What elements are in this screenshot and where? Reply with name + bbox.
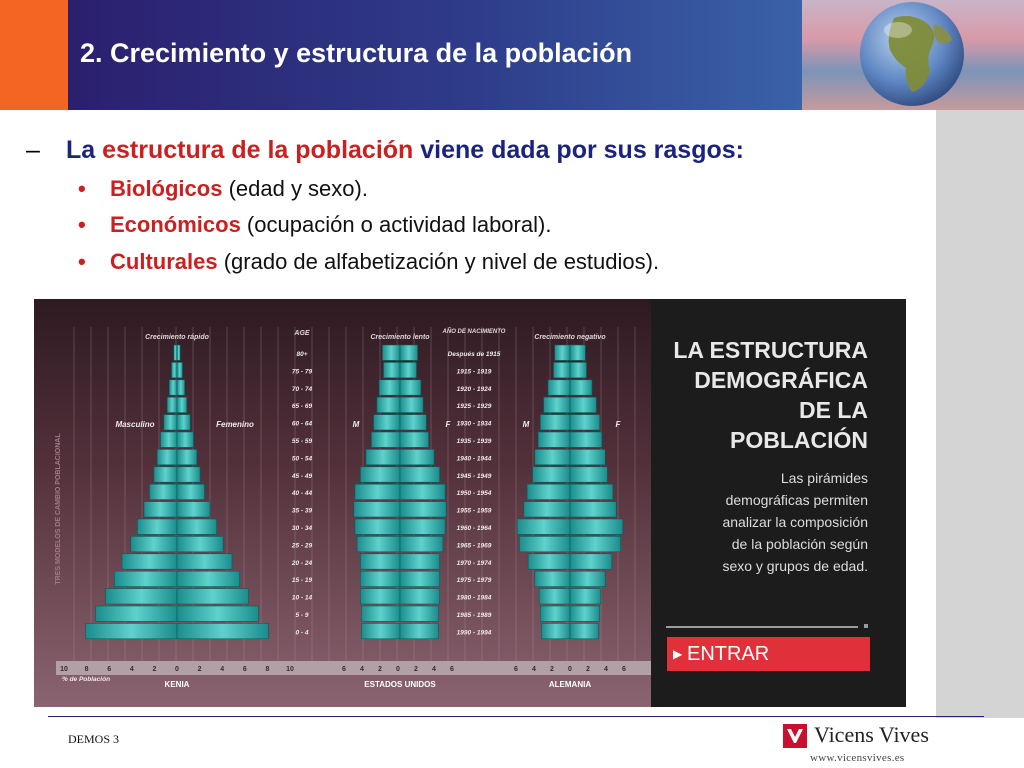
age-label: 80+ xyxy=(296,351,308,358)
x-axis-tick: 4 xyxy=(360,666,364,673)
pyramid-bar-male xyxy=(144,502,177,517)
pyramid-bar-male xyxy=(555,345,570,360)
x-axis-tick: 8 xyxy=(84,666,89,673)
pyramid-bar-female xyxy=(570,571,605,586)
sub-bullet-term: Económicos xyxy=(110,212,241,237)
pyramid-bar-female xyxy=(177,397,187,412)
birth-year-label: 1925 - 1929 xyxy=(456,403,492,411)
pyramid-bar-male xyxy=(355,484,400,499)
pyramid-bar-female xyxy=(177,362,183,377)
globe-image xyxy=(802,0,1024,110)
birth-year-label: 1965 - 1969 xyxy=(456,542,492,550)
pyramid-bar-male xyxy=(384,362,401,377)
birth-year-label: 1930 - 1934 xyxy=(456,420,492,428)
pyramid-bar-male xyxy=(371,432,400,447)
pyramid-bar-male xyxy=(355,519,400,534)
birth-year-label: 1915 - 1919 xyxy=(456,368,492,376)
pyramid-bar-male xyxy=(157,449,177,464)
divider-dot xyxy=(864,624,868,628)
main-bullet-end: viene dada por sus rasgos: xyxy=(413,136,744,164)
vertical-axis-label: TRES MODELOS DE CAMBIO POBLACIONAL xyxy=(55,433,62,585)
x-axis-tick: 6 xyxy=(342,666,346,673)
age-label: 75 - 79 xyxy=(291,368,313,376)
sub-bullet-term: Culturales xyxy=(110,249,218,274)
pyramid-bar-female xyxy=(177,415,190,430)
pyramid-bar-male xyxy=(122,554,177,569)
age-label: 0 - 4 xyxy=(295,629,309,637)
pyramid-bar-male xyxy=(172,362,178,377)
pyramid-bar-male xyxy=(161,432,178,447)
x-axis-tick: 4 xyxy=(220,666,225,673)
pyramid-bar-female xyxy=(400,589,440,604)
pyramid-bar-female xyxy=(570,432,602,447)
x-axis-tick: 6 xyxy=(514,666,518,673)
age-label: 10 - 14 xyxy=(291,594,313,602)
pyramid-bar-male xyxy=(533,467,570,482)
pyramid-bar-male xyxy=(360,554,400,569)
age-label: 20 - 24 xyxy=(291,559,313,567)
pyramid-bar-male xyxy=(366,449,400,464)
right-gray-strip xyxy=(936,110,1024,718)
pyramid-bar-male xyxy=(106,589,178,604)
pyramid-bar-male xyxy=(527,484,570,499)
pyramid-bar-female xyxy=(177,589,249,604)
bullet-dot: • xyxy=(78,249,86,274)
pyramid-bar-male xyxy=(535,449,570,464)
x-axis-tick: 0 xyxy=(568,666,572,673)
pyramid-female-label: F xyxy=(445,420,451,429)
vicens-vives-logo-icon xyxy=(783,724,807,748)
pyramid-bar-female xyxy=(400,623,439,638)
age-label: 65 - 69 xyxy=(291,403,313,411)
pyramid-bar-female xyxy=(570,467,607,482)
side-panel-description: Las pirámides demográficas permiten analizar la composición de la población según sexo y grupos de edad. xyxy=(722,470,868,574)
pyramid-female-label: Femenino xyxy=(216,420,254,429)
bullet-dot: • xyxy=(78,212,86,237)
pyramid-bar-male xyxy=(360,467,400,482)
population-pyramids xyxy=(34,299,651,707)
pyramid-bar-female xyxy=(570,449,605,464)
pyramid-country-label: ESTADOS UNIDOS xyxy=(364,680,436,689)
age-label: 35 - 39 xyxy=(291,507,313,515)
play-arrow-icon: ▶ xyxy=(673,647,683,661)
pyramid-bar-male xyxy=(535,571,570,586)
x-axis-tick: 6 xyxy=(450,666,454,673)
pyramid-bar-female xyxy=(177,623,268,638)
x-axis-tick: 2 xyxy=(378,666,382,673)
birth-year-label: 1975 - 1979 xyxy=(456,577,492,585)
header-bar xyxy=(68,0,802,110)
pyramid-bar-male xyxy=(540,606,570,621)
birth-year-label: 1950 - 1954 xyxy=(456,490,492,498)
x-axis-tick: 2 xyxy=(550,666,554,673)
pyramid-bar-female xyxy=(570,554,612,569)
x-axis-tick: 0 xyxy=(396,666,400,673)
pyramid-bar-male xyxy=(538,432,570,447)
bullet-dot: • xyxy=(78,176,86,201)
x-axis-tick: 0 xyxy=(175,666,179,673)
x-axis-tick: 4 xyxy=(129,666,134,673)
pyramid-bar-male xyxy=(548,380,570,395)
age-label: 40 - 44 xyxy=(291,490,313,498)
pyramid-bar-female xyxy=(400,571,440,586)
x-axis-tick: 4 xyxy=(604,666,608,673)
pyramid-bar-female xyxy=(570,362,587,377)
pyramid-title: Crecimiento negativo xyxy=(534,334,606,341)
divider-line xyxy=(666,626,858,628)
enter-button-label: ENTRAR xyxy=(687,643,770,665)
pyramid-bar-female xyxy=(177,606,258,621)
pyramid-bar-female xyxy=(400,380,421,395)
sub-bullet-rest: (grado de alfabetización y nivel de estudios). xyxy=(217,249,660,274)
pyramid-title: Crecimiento lento xyxy=(370,334,430,341)
pyramid-bar-male xyxy=(86,623,177,638)
percent-label: % de Población xyxy=(62,676,111,683)
enter-button[interactable] xyxy=(667,637,870,671)
pyramid-bar-female xyxy=(177,554,232,569)
pyramid-bar-female xyxy=(400,467,440,482)
sub-bullet-term: Biológicos xyxy=(110,176,223,201)
pyramid-bar-female xyxy=(400,397,423,412)
pyramid-bar-male xyxy=(360,589,400,604)
birth-year-label: 1960 - 1964 xyxy=(456,525,492,532)
x-axis-tick: 6 xyxy=(242,666,247,673)
pyramids-chart xyxy=(34,299,651,707)
pyramid-bar-male xyxy=(362,623,401,638)
age-label: 15 - 19 xyxy=(291,577,313,585)
pyramid-bar-male xyxy=(379,380,400,395)
pyramid-bar-female xyxy=(177,345,180,360)
pyramid-bar-male xyxy=(540,415,570,430)
pyramid-bar-female xyxy=(177,380,185,395)
birth-year-label: 1945 - 1949 xyxy=(456,472,492,480)
birth-year-label: 1920 - 1924 xyxy=(456,385,492,393)
age-label: 25 - 29 xyxy=(291,542,313,550)
age-label: 30 - 34 xyxy=(291,525,313,532)
x-axis-tick: 2 xyxy=(152,666,157,673)
pyramid-bar-female xyxy=(400,432,429,447)
pyramid-bar-male xyxy=(360,571,400,586)
main-bullet-highlight: estructura de la población xyxy=(102,136,414,164)
pyramid-bar-male xyxy=(377,397,400,412)
pyramid-male-label: Masculino xyxy=(115,420,155,429)
pyramid-bar-male xyxy=(544,397,570,412)
pyramid-bar-female xyxy=(177,467,200,482)
footer-divider xyxy=(48,716,984,717)
birth-year-label: Después de 1915 xyxy=(447,351,501,358)
pyramid-bar-female xyxy=(570,484,613,499)
info-side-panel xyxy=(651,299,906,707)
birth-year-label: 1935 - 1939 xyxy=(456,438,492,445)
age-header: AGE xyxy=(294,330,310,337)
brand-url: www.vicensvives.es xyxy=(810,752,905,764)
pyramid-bar-female xyxy=(570,589,601,604)
x-axis-tick: 10 xyxy=(60,666,68,673)
age-label: 5 - 9 xyxy=(295,612,309,619)
slide-title: 2. Crecimiento y estructura de la población xyxy=(80,38,633,68)
pyramid-female-label: F xyxy=(615,420,621,429)
pyramid-bar-female xyxy=(400,345,418,360)
pyramid-bar-male xyxy=(357,536,400,551)
birth-year-label: 1990 - 1994 xyxy=(456,629,492,637)
pyramid-bar-female xyxy=(570,345,585,360)
pyramid-bar-female xyxy=(400,606,439,621)
pyramid-bar-male xyxy=(517,519,570,534)
pyramid-bar-female xyxy=(400,536,443,551)
dash-bullet: – xyxy=(26,136,40,164)
pyramid-bar-female xyxy=(570,380,592,395)
pyramid-bar-male xyxy=(354,502,400,517)
pyramid-title: Crecimiento rápido xyxy=(145,334,209,341)
pyramid-male-label: M xyxy=(522,420,530,429)
pyramid-bar-male xyxy=(524,502,570,517)
pyramid-bar-male xyxy=(554,362,571,377)
birth-year-header: AÑO DE NACIMIENTO xyxy=(442,329,506,335)
pyramid-male-label: M xyxy=(352,420,360,429)
pyramid-bar-male xyxy=(169,380,177,395)
pyramid-bar-female xyxy=(177,571,240,586)
pyramid-bar-male xyxy=(96,606,177,621)
pyramid-bar-female xyxy=(400,415,426,430)
pyramid-bar-female xyxy=(400,519,445,534)
x-axis-tick: 8 xyxy=(265,666,270,673)
pyramid-bar-female xyxy=(177,432,194,447)
birth-year-label: 1985 - 1989 xyxy=(456,612,492,619)
pyramid-bar-female xyxy=(570,519,623,534)
brand-name: Vicens Vives xyxy=(814,722,929,747)
pyramid-bar-female xyxy=(177,536,223,551)
age-label: 50 - 54 xyxy=(291,455,313,463)
pyramid-bar-male xyxy=(362,606,401,621)
x-axis-tick: 2 xyxy=(414,666,418,673)
pyramid-bar-male xyxy=(382,345,400,360)
pyramid-bar-male xyxy=(164,415,177,430)
x-axis-tick: 10 xyxy=(286,666,294,673)
birth-year-label: 1980 - 1984 xyxy=(456,594,492,602)
pyramid-bar-female xyxy=(177,449,197,464)
pyramid-bar-female xyxy=(400,449,434,464)
pyramid-bar-male xyxy=(528,554,570,569)
pyramid-bar-male xyxy=(150,484,178,499)
header-orange-block xyxy=(0,0,68,110)
pyramid-bar-male xyxy=(374,415,400,430)
sub-bullet-rest: (edad y sexo). xyxy=(222,176,368,201)
x-axis-band xyxy=(56,661,651,675)
age-label: 45 - 49 xyxy=(291,472,313,480)
footer-label: DEMOS 3 xyxy=(68,732,120,746)
x-axis-tick: 4 xyxy=(432,666,436,673)
pyramid-bar-female xyxy=(570,606,600,621)
x-axis-tick: 2 xyxy=(197,666,202,673)
pyramid-bar-male xyxy=(541,623,570,638)
globe-icon xyxy=(802,0,1024,110)
x-axis-tick: 6 xyxy=(107,666,112,673)
pyramid-bar-male xyxy=(539,589,570,604)
pyramid-bar-male xyxy=(519,536,570,551)
pyramid-bar-female xyxy=(400,502,446,517)
side-panel-title: LA ESTRUCTURA DEMOGRÁFICA DE LA POBLACIÓN xyxy=(673,337,868,453)
age-label: 55 - 59 xyxy=(291,438,313,445)
pyramid-bar-male xyxy=(131,536,177,551)
pyramid-bar-female xyxy=(177,502,210,517)
pyramid-bar-female xyxy=(400,484,445,499)
pyramid-bar-female xyxy=(177,484,205,499)
pyramid-bar-male xyxy=(167,397,177,412)
x-axis-tick: 6 xyxy=(622,666,626,673)
pyramid-bar-female xyxy=(400,554,440,569)
pyramid-bar-female xyxy=(570,502,616,517)
sub-bullet-rest: (ocupación o actividad laboral). xyxy=(240,212,552,237)
pyramid-country-label: KENIA xyxy=(164,680,190,689)
population-media-panel xyxy=(34,299,906,707)
birth-year-label: 1970 - 1974 xyxy=(456,559,492,567)
birth-year-label: 1955 - 1959 xyxy=(456,507,492,515)
x-axis-tick: 4 xyxy=(532,666,536,673)
birth-year-label: 1940 - 1944 xyxy=(456,455,492,463)
age-label: 60 - 64 xyxy=(291,420,313,428)
main-bullet-start: La xyxy=(66,136,103,164)
pyramid-bar-male xyxy=(174,345,177,360)
pyramid-bar-male xyxy=(137,519,177,534)
pyramid-bar-female xyxy=(177,519,217,534)
x-axis-tick: 2 xyxy=(586,666,590,673)
age-label: 70 - 74 xyxy=(291,385,313,393)
pyramid-bar-male xyxy=(114,571,177,586)
pyramid-bar-female xyxy=(570,623,599,638)
pyramid-bar-female xyxy=(570,536,621,551)
pyramid-country-label: ALEMANIA xyxy=(548,680,592,689)
pyramid-bar-female xyxy=(570,397,596,412)
pyramid-bar-female xyxy=(400,362,417,377)
pyramid-bar-female xyxy=(570,415,600,430)
pyramid-bar-male xyxy=(154,467,177,482)
